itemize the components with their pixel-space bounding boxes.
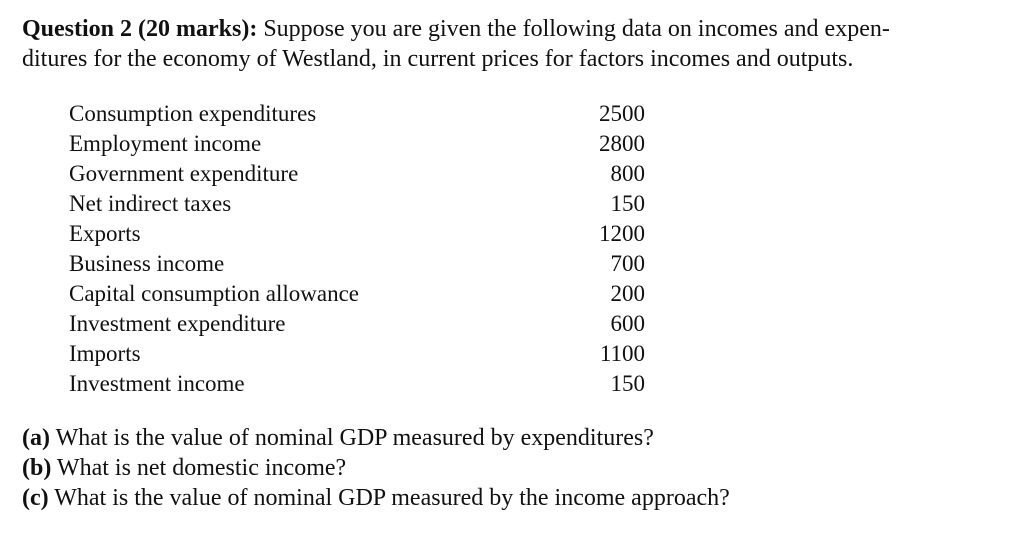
row-value: 700 bbox=[610, 251, 645, 276]
question-text-line-1: Suppose you are given the following data on incomes and expen- bbox=[263, 16, 890, 42]
data-table bbox=[69, 99, 645, 399]
subquestion-label: (a) bbox=[22, 425, 50, 451]
table-row bbox=[69, 309, 645, 339]
table-row bbox=[69, 279, 645, 309]
subquestion-b bbox=[22, 453, 1012, 483]
row-value: 600 bbox=[610, 311, 645, 336]
subquestion-list bbox=[22, 423, 1012, 513]
row-label: Net indirect taxes bbox=[69, 191, 232, 216]
table-row bbox=[69, 219, 645, 249]
subquestion-label: (c) bbox=[22, 485, 49, 511]
row-label: Capital consumption allowance bbox=[69, 281, 359, 306]
row-label: Consumption expenditures bbox=[69, 101, 317, 126]
row-value: 2800 bbox=[599, 131, 645, 156]
subquestion-text: What is the value of nominal GDP measured by the income approach? bbox=[54, 485, 730, 511]
subquestion-c bbox=[22, 483, 1012, 513]
table-row bbox=[69, 99, 645, 129]
row-label: Exports bbox=[69, 221, 141, 246]
row-value: 800 bbox=[610, 161, 645, 186]
subquestion-text: What is the value of nominal GDP measured by expenditures? bbox=[55, 425, 654, 451]
table-row bbox=[69, 369, 645, 399]
row-value: 150 bbox=[610, 191, 645, 216]
table-row bbox=[69, 129, 645, 159]
subquestion-label: (b) bbox=[22, 455, 52, 481]
row-value: 1100 bbox=[599, 341, 645, 366]
row-label: Investment expenditure bbox=[69, 311, 286, 336]
table-row bbox=[69, 249, 645, 279]
row-value: 200 bbox=[610, 281, 645, 306]
table-row bbox=[69, 159, 645, 189]
row-value: 150 bbox=[610, 371, 645, 396]
table-row bbox=[69, 189, 645, 219]
row-label: Imports bbox=[69, 341, 141, 366]
row-label: Employment income bbox=[69, 131, 262, 156]
question-heading: Question 2 (20 marks): bbox=[22, 16, 258, 42]
row-label: Government expenditure bbox=[69, 161, 299, 186]
question-intro bbox=[22, 14, 1012, 74]
table-row bbox=[69, 339, 645, 369]
subquestion-a bbox=[22, 423, 1012, 453]
row-label: Investment income bbox=[69, 371, 245, 396]
question-text-line-2: ditures for the economy of Westland, in current prices for factors incomes and outputs. bbox=[22, 46, 854, 72]
row-value: 2500 bbox=[599, 101, 645, 126]
row-label: Business income bbox=[69, 251, 225, 276]
row-value: 1200 bbox=[599, 221, 645, 246]
subquestion-text: What is net domestic income? bbox=[56, 455, 347, 481]
